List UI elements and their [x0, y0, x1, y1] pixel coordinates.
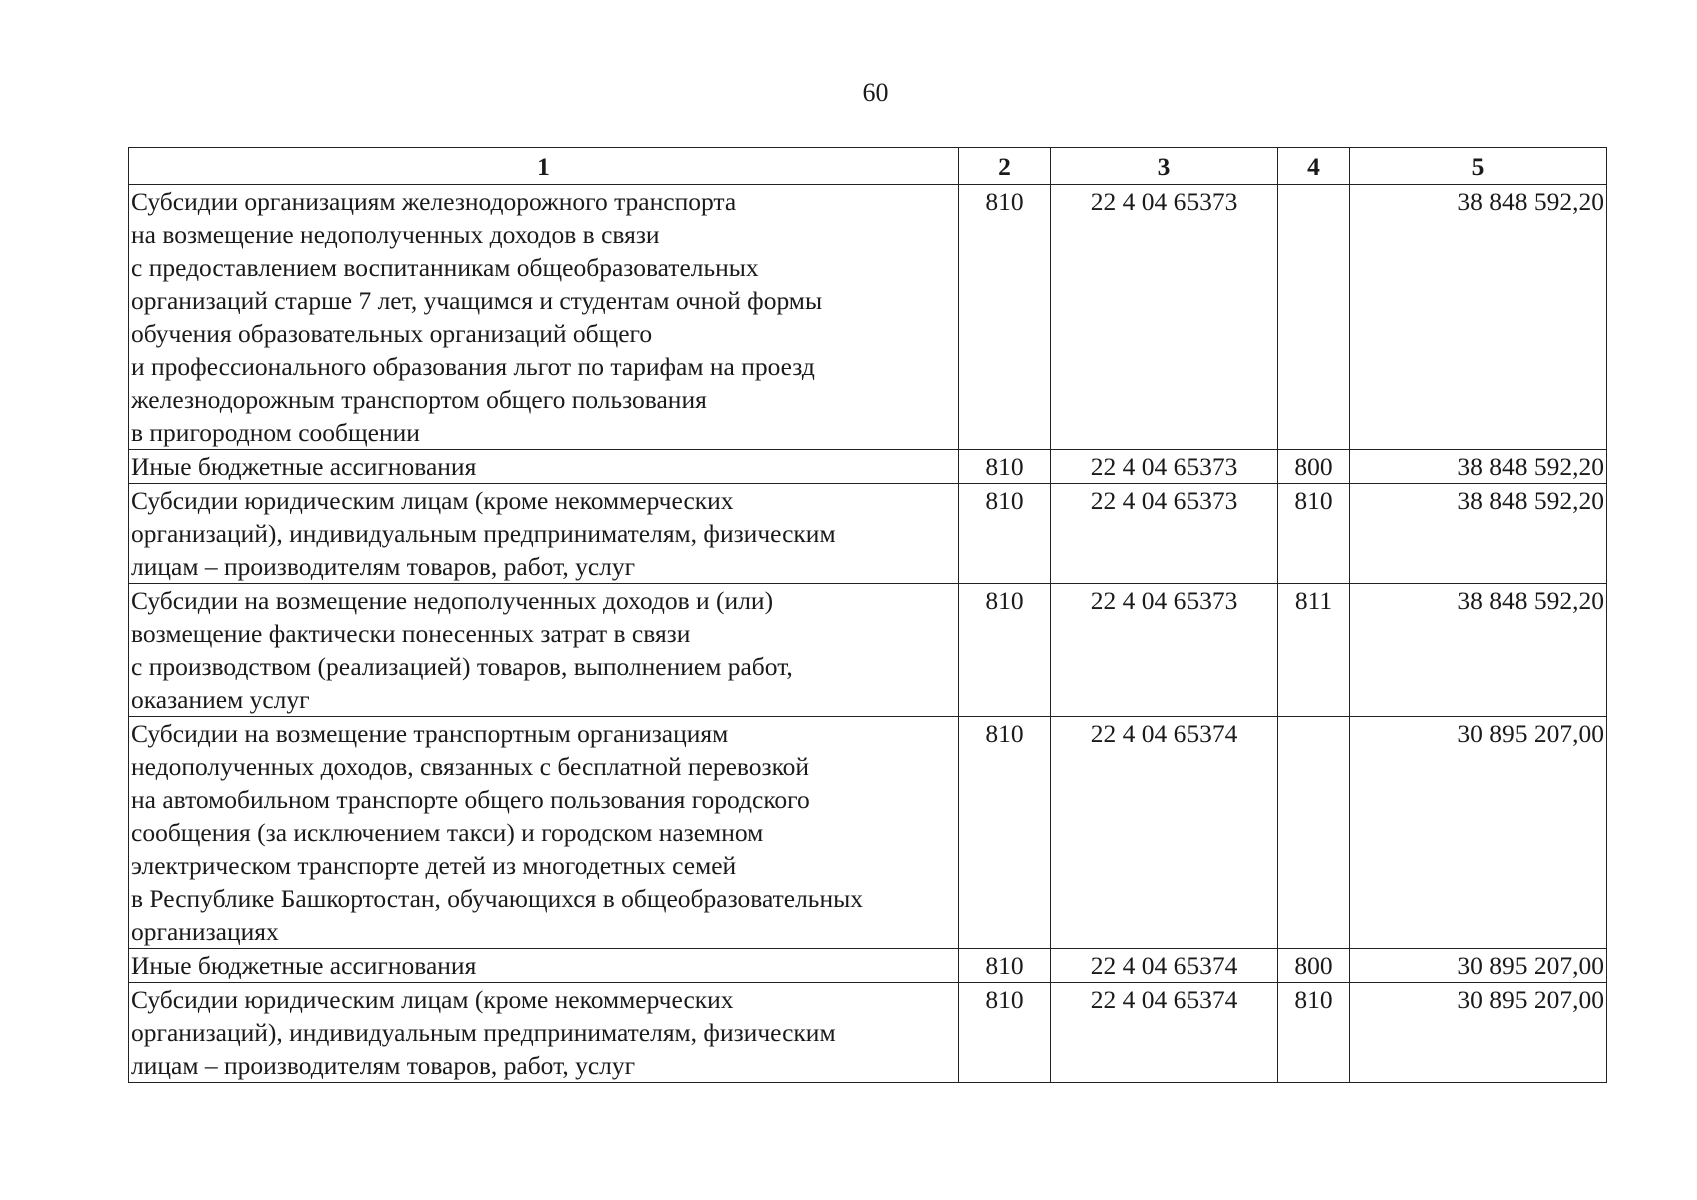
expense-type-cell: 810 [1278, 484, 1350, 584]
target-article-cell: 22 4 04 65374 [1051, 983, 1278, 1083]
name-line: оказанием услуг [131, 685, 310, 714]
row-name-cell [129, 949, 959, 983]
table-row [129, 717, 1607, 949]
row-name-cell [129, 185, 959, 450]
target-article-cell: 22 4 04 65373 [1051, 484, 1278, 584]
amount-cell: 38 848 592,20 [1350, 185, 1607, 450]
table-body [129, 185, 1607, 1083]
name-line: лицам – производителям товаров, работ, услуг [131, 552, 636, 581]
name-line: с предоставлением воспитанникам общеобразовательных [131, 253, 759, 282]
name-line: и профессионального образования льгот по тарифам на проезд [131, 352, 815, 381]
expense-type-cell: 810 [1278, 983, 1350, 1083]
expense-type-cell: 800 [1278, 949, 1350, 983]
amount-cell: 30 895 207,00 [1350, 717, 1607, 949]
amount-cell: 38 848 592,20 [1350, 584, 1607, 717]
column-header-4: 4 [1278, 148, 1350, 185]
name-line: организаций старше 7 лет, учащимся и студентам очной формы [131, 286, 823, 315]
row-name-cell [129, 450, 959, 484]
amount-cell: 38 848 592,20 [1350, 484, 1607, 584]
name-line: на возмещение недополученных доходов в связи [131, 220, 660, 249]
table-row [129, 949, 1607, 983]
amount-cell: 30 895 207,00 [1350, 983, 1607, 1083]
table-row [129, 983, 1607, 1083]
name-line: сообщения (за исключением такси) и городском наземном [131, 818, 764, 847]
expense-type-cell [1278, 185, 1350, 450]
column-header-3: 3 [1051, 148, 1278, 185]
name-line: Субсидии юридическим лицам (кроме некоммерческих [131, 486, 734, 515]
name-line: с производством (реализацией) товаров, выполнением работ, [131, 652, 793, 681]
budget-table [128, 147, 1607, 1083]
name-line: возмещение фактически понесенных затрат в связи [131, 619, 691, 648]
amount-cell: 38 848 592,20 [1350, 450, 1607, 484]
table-row [129, 584, 1607, 717]
column-header-1: 1 [129, 148, 959, 185]
column-header-5: 5 [1350, 148, 1607, 185]
row-name-cell [129, 717, 959, 949]
name-line: обучения образовательных организаций общего [131, 319, 653, 348]
ministry-code-cell: 810 [959, 484, 1051, 584]
table-row [129, 450, 1607, 484]
name-line: на автомобильном транспорте общего пользования городского [131, 785, 810, 814]
target-article-cell: 22 4 04 65373 [1051, 185, 1278, 450]
row-name-cell [129, 983, 959, 1083]
table-row [129, 185, 1607, 450]
expense-type-cell: 800 [1278, 450, 1350, 484]
name-line: Субсидии на возмещение транспортным организациям [131, 719, 729, 748]
name-line: организаций), индивидуальным предпринимателям, физическим [131, 1018, 836, 1047]
ministry-code-cell: 810 [959, 717, 1051, 949]
name-line: Иные бюджетные ассигнования [131, 452, 477, 481]
target-article-cell: 22 4 04 65373 [1051, 450, 1278, 484]
name-line: в Республике Башкортостан, обучающихся в общеобразовательных [131, 884, 863, 913]
row-name-cell [129, 484, 959, 584]
name-line: Иные бюджетные ассигнования [131, 951, 477, 980]
row-name-cell [129, 584, 959, 717]
ministry-code-cell: 810 [959, 584, 1051, 717]
name-line: электрическом транспорте детей из многодетных семей [131, 851, 737, 880]
name-line: недополученных доходов, связанных с бесплатной перевозкой [131, 752, 810, 781]
expense-type-cell: 811 [1278, 584, 1350, 717]
name-line: Субсидии юридическим лицам (кроме некоммерческих [131, 985, 734, 1014]
ministry-code-cell: 810 [959, 185, 1051, 450]
name-line: организациях [131, 917, 279, 946]
target-article-cell: 22 4 04 65373 [1051, 584, 1278, 717]
table-row [129, 484, 1607, 584]
column-header-2: 2 [959, 148, 1051, 185]
target-article-cell: 22 4 04 65374 [1051, 717, 1278, 949]
table-header-row [129, 148, 1607, 185]
name-line: Субсидии организациям железнодорожного транспорта [131, 187, 737, 216]
ministry-code-cell: 810 [959, 983, 1051, 1083]
page-number: 60 [862, 78, 889, 107]
ministry-code-cell: 810 [959, 949, 1051, 983]
name-line: Субсидии на возмещение недополученных доходов и (или) [131, 586, 774, 615]
target-article-cell: 22 4 04 65374 [1051, 949, 1278, 983]
name-line: железнодорожным транспортом общего пользования [131, 385, 707, 414]
name-line: в пригородном сообщении [131, 418, 420, 447]
ministry-code-cell: 810 [959, 450, 1051, 484]
name-line: организаций), индивидуальным предпринимателям, физическим [131, 519, 836, 548]
amount-cell: 30 895 207,00 [1350, 949, 1607, 983]
expense-type-cell [1278, 717, 1350, 949]
name-line: лицам – производителям товаров, работ, услуг [131, 1051, 636, 1080]
